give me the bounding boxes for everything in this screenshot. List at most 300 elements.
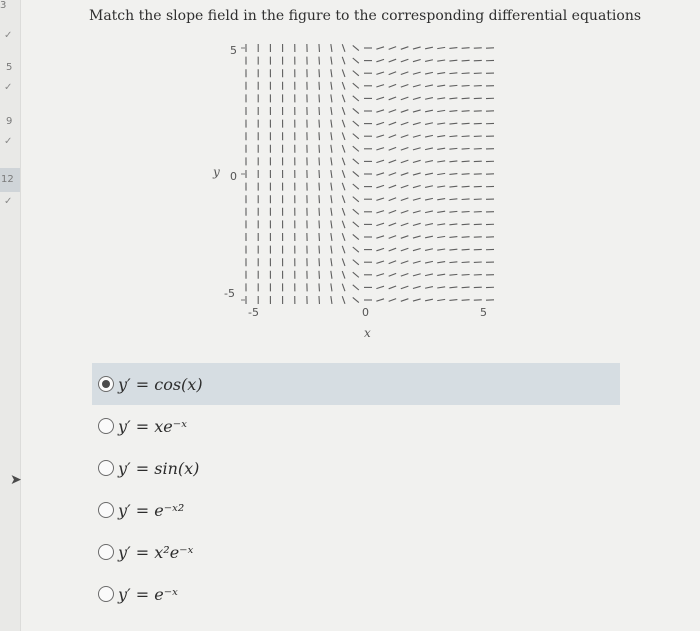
slope-segment [462,287,470,288]
slope-segment [376,97,384,99]
slope-segment [437,173,445,174]
nav-item-number: 3 [0,0,7,11]
slope-segment [319,157,320,165]
slope-segment [389,47,396,50]
x-tick-mid: 0 [362,306,369,319]
slope-segment [437,148,445,149]
slope-segment [462,275,470,276]
slope-segment [342,208,345,216]
slope-segment [413,110,421,112]
slope-segment [342,221,345,229]
slope-segment [462,300,470,301]
slope-segment [353,209,359,214]
slope-segment [353,121,359,126]
slope-segment [401,236,409,239]
nav-item-number: 5 [6,62,13,73]
slope-segment [376,148,384,150]
slope-segment [437,287,445,288]
slope-segment [462,212,470,213]
slope-segment [389,248,396,251]
slope-segment [437,47,445,48]
slope-segment [462,86,470,87]
slope-segment [437,299,445,300]
slope-segment [389,185,396,188]
slope-segment [462,249,470,250]
slope-segment [462,224,470,225]
option-exp-x2[interactable] [92,489,620,531]
slope-segment [462,73,470,74]
slope-segment [353,96,359,101]
slope-segment [389,84,396,87]
x-tick-right: 5 [480,306,487,319]
slope-segment [401,135,409,138]
slope-segment [401,299,409,302]
slope-segment [389,173,396,176]
slope-segment [413,173,421,175]
slope-segment [331,132,332,140]
slope-segment [449,199,457,200]
slope-segment [353,134,359,139]
slope-field-chart [200,40,520,350]
x-axis-label: x [364,326,371,340]
slope-segment [437,224,445,225]
slope-segment [437,236,445,237]
slope-segment [331,233,332,241]
slope-field-figure [200,40,520,350]
slope-segment [462,262,470,263]
nav-item-9[interactable] [0,116,20,134]
option-cos[interactable] [92,363,620,405]
slope-segment [331,296,332,304]
slope-segment [389,147,396,150]
slope-segment [401,248,409,251]
slope-segment [449,123,457,124]
slope-segment [425,299,433,301]
slope-segment [342,132,345,140]
slope-segment [353,297,359,302]
slope-segment [331,82,332,90]
slope-segment [462,60,470,61]
slope-segment [342,145,345,153]
slope-segment [353,58,359,63]
slope-segment [413,60,421,62]
slope-segment [401,147,409,150]
slope-segment [425,186,433,188]
slope-segment [449,211,457,212]
slope-segment [401,59,409,62]
nav-item-number: 9 [6,116,13,127]
slope-segment [353,159,359,164]
slope-segment [449,249,457,250]
slope-segment [331,208,332,216]
radio-icon[interactable] [98,544,114,560]
y-tick-top: 5 [230,44,237,57]
slope-segment [376,299,384,301]
answer-options [92,363,620,615]
slope-segment [413,261,421,263]
slope-segment [376,72,384,74]
slope-segment [449,161,457,162]
slope-segment [342,170,345,178]
slope-segment [353,197,359,202]
slope-segment [413,274,421,276]
option-label: y′ = e⁻ˣ [118,584,178,604]
slope-segment [462,149,470,150]
slope-segment [342,246,345,254]
slope-segment [437,211,445,212]
option-label: y′ = xe⁻ˣ [118,416,187,436]
slope-segment [462,123,470,124]
slope-segment [425,123,433,125]
slope-segment [331,94,332,102]
slope-segment [353,108,359,113]
slope-segment [401,47,409,50]
slope-segment [437,161,445,162]
slope-segment [342,271,345,279]
y-tick-bottom: -5 [224,287,235,300]
slope-segment [437,123,445,124]
slope-segment [342,120,345,128]
slope-segment [401,210,409,213]
slope-segment [401,286,409,289]
slope-segment [342,82,345,90]
slope-segment [376,135,384,137]
slope-segment [319,258,320,266]
slope-segment [376,122,384,124]
option-exp[interactable] [92,573,620,615]
slope-segment [425,85,433,87]
slope-segment [437,73,445,74]
slope-segment [376,59,384,61]
slope-segment [376,85,384,87]
slope-segment [425,161,433,163]
slope-segment [376,47,384,49]
slope-segment [437,98,445,99]
slope-segment [449,98,457,99]
slope-segment [425,224,433,226]
slope-segment [449,274,457,275]
slope-segment [449,287,457,288]
nav-item-check [0,80,20,98]
slope-segment [401,198,409,201]
slope-segment [462,136,470,137]
slope-segment [401,110,409,113]
slope-segment [319,233,320,241]
option-x-exp[interactable] [92,405,620,447]
slope-segment [425,236,433,238]
slope-segment [342,258,345,266]
radio-icon[interactable] [98,502,114,518]
check-icon: ✓ [4,82,13,93]
slope-segment [389,122,396,125]
slope-segment [449,224,457,225]
nav-item-12[interactable] [0,168,20,192]
slope-segment [413,72,421,74]
slope-segment [353,171,359,176]
option-label: y′ = cos(x) [118,374,203,394]
slope-segment [319,69,320,77]
slope-segment [342,296,345,304]
slope-segment [376,286,384,288]
slope-segment [425,198,433,200]
radio-icon[interactable] [98,586,114,602]
slope-segment [319,195,320,203]
slope-segment [449,136,457,137]
slope-segment [353,146,359,151]
slope-segment [401,84,409,87]
slope-segment [389,59,396,62]
slope-segment [389,286,396,289]
check-icon: ✓ [4,136,13,147]
slope-segment [413,135,421,137]
slope-segment [462,161,470,162]
slope-segment [462,98,470,99]
slope-segment [319,44,320,52]
slope-segment [319,220,320,228]
slope-segment [389,198,396,201]
slope-segment [376,211,384,213]
radio-selected-icon[interactable] [98,376,114,392]
slope-segment [437,249,445,250]
slope-segment [449,111,457,112]
option-sin[interactable] [92,447,620,489]
radio-icon[interactable] [98,460,114,476]
slope-segment [449,300,457,301]
slope-segment [353,222,359,227]
slope-segment [376,274,384,276]
slope-segment [413,160,421,162]
slope-segment [353,272,359,277]
x-tick-left: -5 [248,306,259,319]
slope-segment [319,120,320,128]
nav-item-check [0,28,20,46]
slope-segment [331,271,332,279]
slope-segment [437,60,445,61]
slope-segment [413,85,421,87]
nav-item-check [0,194,20,212]
slope-segment [353,234,359,239]
slope-segment [376,110,384,112]
slope-segment [425,110,433,112]
slope-segment [376,236,384,238]
slope-segment [425,261,433,263]
slope-segment [449,148,457,149]
slope-segment [413,47,421,49]
slope-segment [319,57,320,65]
mouse-cursor-icon: ➤ [10,472,22,488]
nav-item-number: 12 [1,174,14,185]
option-label: y′ = sin(x) [118,458,200,478]
slope-segment [389,236,396,239]
slope-segment [353,83,359,88]
slope-segment [401,223,409,226]
slope-segment [413,223,421,225]
slope-segment [425,287,433,289]
radio-icon[interactable] [98,418,114,434]
slope-segment [425,47,433,49]
slope-segment [389,210,396,213]
slope-segment [319,145,320,153]
slope-segment [331,183,332,191]
slope-segment [342,183,345,191]
slope-segment [331,69,332,77]
slope-segment [319,208,320,216]
slope-segment [425,60,433,62]
slope-segment [389,299,396,302]
slope-segment [425,148,433,150]
slope-segment [342,44,345,52]
slope-segment [376,173,384,175]
slope-segment [449,60,457,61]
slope-segment [449,262,457,263]
slope-segment [331,107,332,115]
nav-item-check [0,134,20,152]
option-label: y′ = x²e⁻ˣ [118,542,194,562]
slope-segment [437,274,445,275]
nav-item-3[interactable] [0,0,20,24]
slope-segment [425,249,433,251]
slope-segment [462,186,470,187]
slope-segment [401,261,409,264]
slope-segment [331,283,332,291]
question-nav-sidebar [0,0,21,631]
y-tick-mid: 0 [230,170,237,183]
slope-segment [319,94,320,102]
slope-segment [413,186,421,188]
slope-segment [462,199,470,200]
slope-segment [376,198,384,200]
slope-segment [425,72,433,74]
slope-segment [401,97,409,100]
slope-segment [401,160,409,163]
slope-segment [389,223,396,226]
slope-segment [331,220,332,228]
slope-segment [319,183,320,191]
slope-segment [413,286,421,288]
slope-segment [342,69,345,77]
slope-segment [376,185,384,187]
slope-segment [353,247,359,252]
slope-segment [437,136,445,137]
slope-segment [319,296,320,304]
slope-segment [389,160,396,163]
slope-segment [331,120,332,128]
slope-segment [353,71,359,76]
slope-segment [342,284,345,292]
check-icon: ✓ [4,30,13,41]
slope-segment [319,107,320,115]
slope-segment [331,145,332,153]
slope-segment [376,248,384,250]
slope-segment [449,73,457,74]
slope-segment [437,186,445,187]
slope-segment [331,57,332,65]
slope-segment [331,258,332,266]
slope-segment [425,173,433,175]
slope-segment [401,72,409,75]
y-axis-label: y [213,165,220,179]
slope-segment [437,85,445,86]
slope-segment [437,262,445,263]
slope-segment [401,185,409,188]
slope-segment [449,85,457,86]
slope-segment [331,170,332,178]
slope-segment [413,148,421,150]
slope-segment [425,135,433,137]
slope-segment [342,57,345,65]
slope-segment [319,82,320,90]
slope-segment [462,48,470,49]
slope-segment [413,249,421,251]
slope-segment [319,170,320,178]
slope-segment [401,173,409,176]
slope-segment [342,158,345,166]
slope-segment [376,261,384,263]
slope-segment [401,273,409,276]
slope-segment [413,198,421,200]
slope-segment [353,285,359,290]
slope-segment [331,195,332,203]
slope-segment [353,260,359,265]
slope-segment [389,72,396,75]
slope-segment [413,299,421,301]
nav-item-5[interactable] [0,62,20,80]
slope-segment [389,97,396,100]
slope-segment [425,98,433,100]
slope-segment [437,199,445,200]
slope-segment [425,274,433,276]
slope-segment [462,174,470,175]
slope-segment [462,237,470,238]
slope-segment [449,174,457,175]
slope-segment [353,45,359,50]
slope-segment [319,132,320,140]
slope-segment [413,236,421,238]
slope-segment [389,110,396,113]
slope-segment [353,184,359,189]
slope-segment [401,122,409,125]
slope-segment [319,283,320,291]
slope-segment [389,273,396,276]
slope-segment [413,123,421,125]
slope-segment [437,110,445,111]
slope-segment [389,135,396,138]
slope-segment [449,48,457,49]
slope-segment [319,246,320,254]
slope-segment [449,186,457,187]
slope-segment [319,271,320,279]
slope-segment [425,211,433,213]
slope-segment [331,44,332,52]
slope-segment [342,95,345,103]
slope-segment [413,211,421,213]
slope-segment [449,237,457,238]
option-label: y′ = e⁻ˣ² [118,500,185,520]
check-icon: ✓ [4,196,13,207]
slope-segment [331,157,332,165]
question-text: Match the slope field in the figure to the corresponding differential equations [89,8,642,24]
slope-segment [331,246,332,254]
slope-segment [342,233,345,241]
slope-segment [389,261,396,264]
slope-segment [342,195,345,203]
slope-segment [413,97,421,99]
slope-segment [376,223,384,225]
option-x2-exp[interactable] [92,531,620,573]
slope-segment [376,160,384,162]
slope-segment [342,107,345,115]
slope-segment [462,111,470,112]
